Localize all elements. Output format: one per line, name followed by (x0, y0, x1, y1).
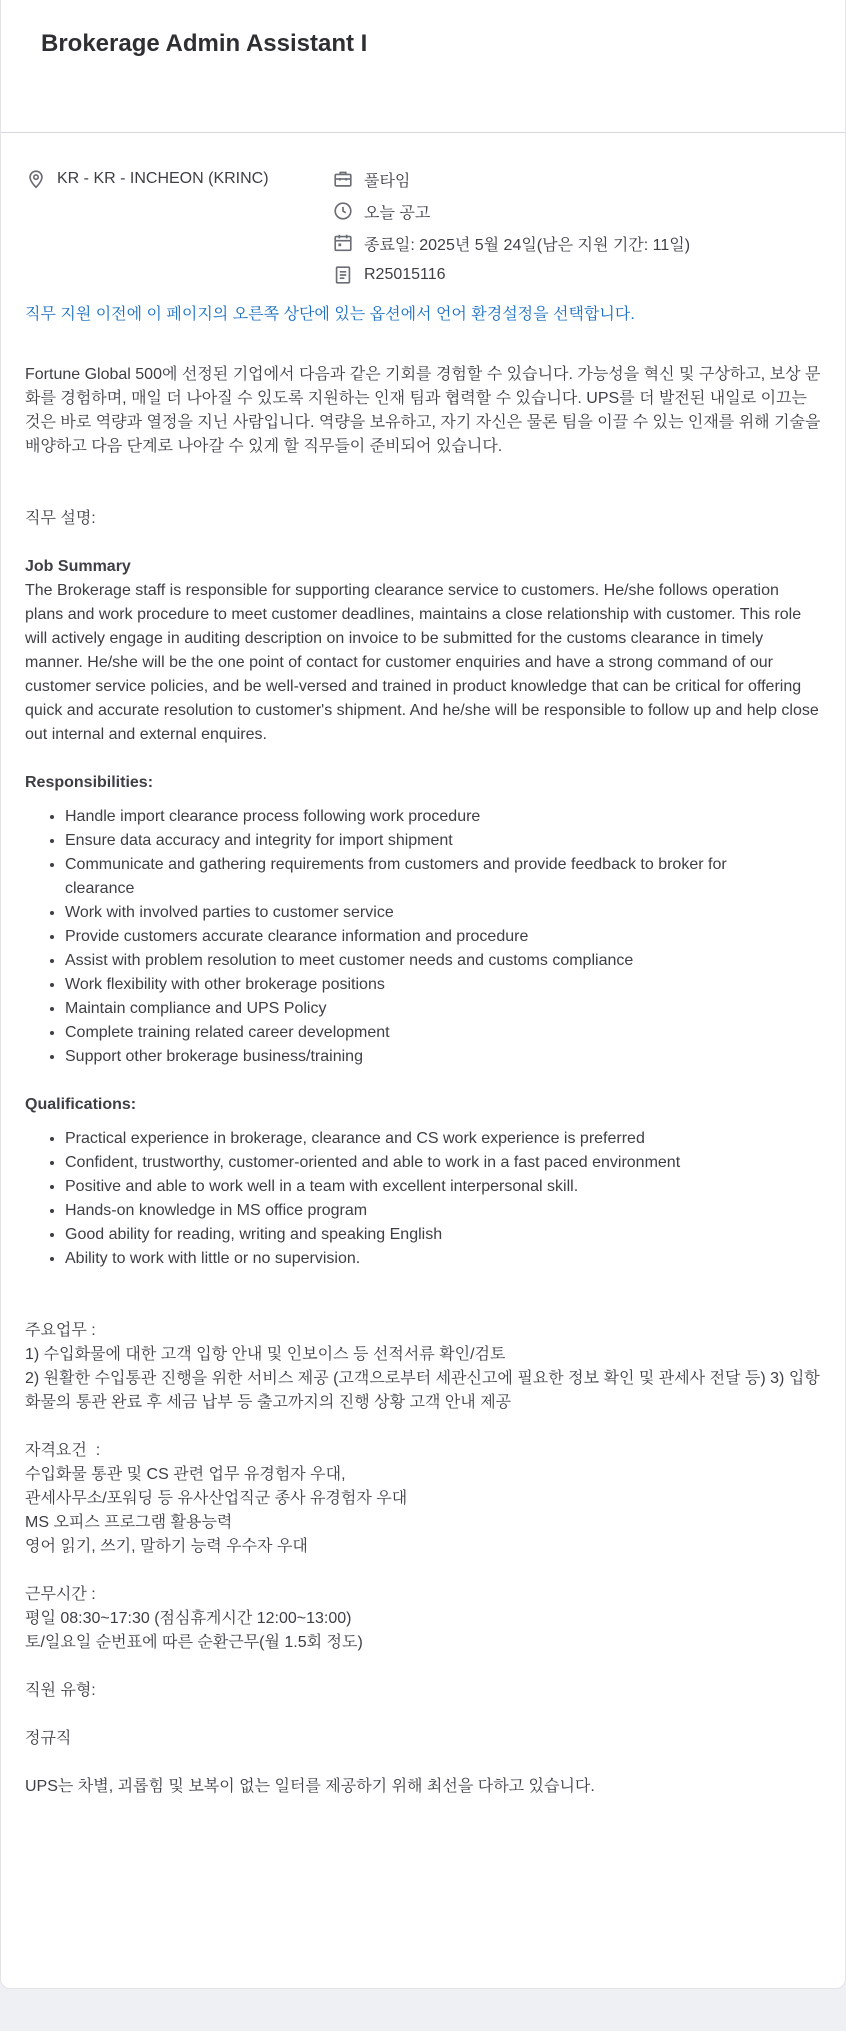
employment-type-item (332, 167, 410, 191)
list-item: • Positive and able to work well in a team with excellent interpersonal skill. (65, 1175, 821, 1199)
list-item: • Complete training related career development (65, 1021, 821, 1045)
employee-type-label: 직원 유형: (25, 1682, 96, 1699)
kr-requirements-line: 영어 읽기, 쓰기, 말하기 능력 우수자 우대 (25, 1538, 308, 1555)
list-item: • Work with involved parties to customer service (65, 901, 821, 925)
job-description (1, 303, 845, 1799)
kr-requirements-line: MS 오피스 프로그램 활용능력 (25, 1514, 233, 1531)
list-item: • Support other brokerage business/training (65, 1045, 821, 1069)
list-item: • Practical experience in brokerage, clearance and CS work experience is preferred (65, 1127, 821, 1151)
list-item: • Work flexibility with other brokerage positions (65, 973, 821, 997)
job-meta (1, 133, 845, 303)
location-item (25, 167, 269, 191)
req-id-text: R25015116 (364, 266, 446, 283)
list-item: • Confident, trustworthy, customer-oriented and able to work in a fast paced environment (65, 1151, 821, 1175)
list-item: • Assist with problem resolution to meet customer needs and customs compliance (65, 949, 821, 973)
qualifications-list (25, 1127, 821, 1271)
qualifications-heading: Qualifications: (25, 1096, 137, 1113)
responsibilities-heading: Responsibilities: (25, 774, 154, 791)
job-header (1, 0, 845, 133)
kr-duties-line: 1) 수입화물에 대한 고객 입항 안내 및 인보이스 등 선적서류 확인/검토 (25, 1346, 506, 1363)
job-title: Brokerage Admin Assistant I (41, 30, 368, 57)
eeo-statement: UPS는 차별, 괴롭힘 및 보복이 없는 일터를 제공하기 위해 최선을 다하고 있습니다. (25, 1778, 595, 1795)
location-pin-icon (25, 168, 47, 190)
summary-text: The Brokerage staff is responsible for supporting clearance service to customers. He/she follows operation plans and work procedure to meet customer deadlines, maintains a close relationship with customer. This role will actively engage in auditing description on invoice to be submitted for the customs clearance in timely manner. He/she will be the one point of contact for customer enquiries and have a strong command of our customer service policies, and be well-versed and trained in product knowledge that can be critical for offering quick and accurate resolution to customer's shipment. And he/she will be responsible to follow up and help close out internal and external enquires. (25, 582, 819, 743)
clock-icon (332, 200, 354, 222)
location-text: KR - KR - INCHEON (KRINC) (57, 170, 269, 187)
list-item: • Handle import clearance process following work procedure (65, 805, 821, 829)
document-icon (332, 264, 354, 286)
kr-hours-line: 평일 08:30~17:30 (점심휴게시간 12:00~13:00) (25, 1610, 352, 1627)
kr-requirements-line: 관세사무소/포워딩 등 유사산업직군 종사 유경험자 우대 (25, 1490, 408, 1507)
list-item: • Good ability for reading, writing and speaking English (65, 1223, 821, 1247)
deadline-item (332, 231, 690, 255)
list-item: • Communicate and gathering requirements from customers and provide feedback to broker for clearance (65, 853, 821, 901)
employment-type-text: 풀타임 (364, 172, 411, 190)
description-label: 직무 설명: (25, 510, 96, 527)
briefcase-icon (332, 168, 354, 190)
list-item: • Provide customers accurate clearance information and procedure (65, 925, 821, 949)
kr-hours-heading: 근무시간 : (25, 1586, 96, 1603)
list-item: • Maintain compliance and UPS Policy (65, 997, 821, 1021)
posted-item (332, 199, 430, 223)
summary-heading: Job Summary (25, 558, 131, 575)
language-notice: 직무 지원 이전에 이 페이지의 오른쪽 상단에 있는 옵션에서 언어 환경설정을 선택합니다. (25, 306, 635, 323)
list-item: • Hands-on knowledge in MS office program (65, 1199, 821, 1223)
intro-paragraph: Fortune Global 500에 선정된 기업에서 다음과 같은 기회를 경험할 수 있습니다. 가능성을 혁신 및 구상하고, 보상 문화를 경험하며, 매일 더 나아질 수 있도록 지원하는 인재 팀과 협력할 수 있습니다. UPS를 더 발전된 내일로 이끄는 것은 바로 역량과 열정을 지닌 사람입니다. 역량을 보유하고, 자기 자신은 물론 팀을 이끌 수 있는 인재를 위해 기술을 배양하고 다음 단계로 나아갈 수 있게 할 직무들이 준비되어 있습니다. (25, 366, 821, 455)
calendar-icon (332, 232, 354, 254)
req-id-item (332, 263, 446, 287)
deadline-text: 종료일: 2025년 5월 24일(남은 지원 기간: 11일) (364, 236, 691, 254)
kr-requirements-heading: 자격요건 : (25, 1442, 101, 1459)
kr-hours-line: 토/일요일 순번표에 따른 순환근무(월 1.5회 정도) (25, 1634, 363, 1651)
posted-text: 오늘 공고 (364, 204, 431, 222)
list-item: • Ensure data accuracy and integrity for import shipment (65, 829, 821, 853)
kr-duties-heading: 주요업무 : (25, 1322, 96, 1339)
employee-type-value: 정규직 (25, 1730, 72, 1747)
responsibilities-list (25, 805, 821, 1069)
kr-duties-line: 2) 원활한 수입통관 진행을 위한 서비스 제공 (고객으로부터 세관신고에 필요한 정보 확인 및 관세사 전달 등) 3) 입항 화물의 통관 완료 후 세금 납부 등 출고까지의 진행 상황 고객 안내 제공 (25, 1370, 820, 1411)
list-item: • Ability to work with little or no supervision. (65, 1247, 821, 1271)
kr-requirements-line: 수입화물 통관 및 CS 관련 업무 유경험자 우대, (25, 1466, 346, 1483)
